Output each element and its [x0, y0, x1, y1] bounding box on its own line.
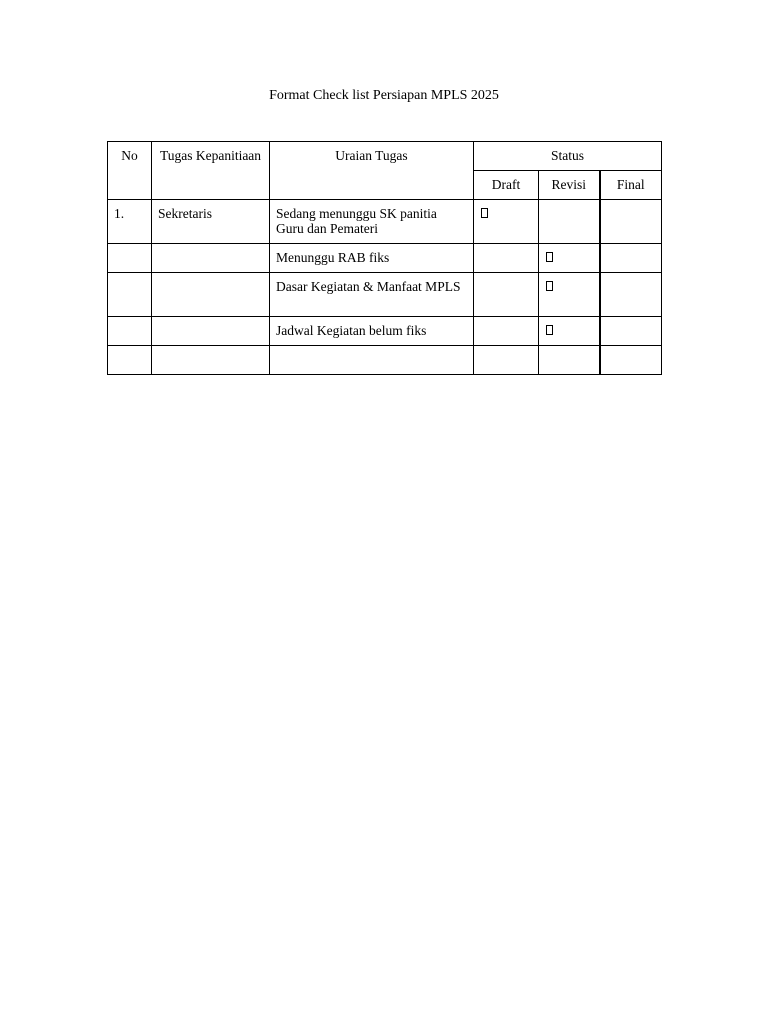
checkbox-glyph-icon: [546, 252, 553, 262]
cell-uraian: Menunggu RAB fiks: [270, 244, 474, 273]
cell-revisi: [539, 317, 600, 346]
cell-uraian: Sedang menunggu SK panitia Guru dan Pemateri: [270, 200, 474, 244]
cell-revisi: [539, 200, 600, 244]
cell-draft: [474, 273, 539, 317]
cell-uraian: Jadwal Kegiatan belum fiks: [270, 317, 474, 346]
header-row-primary: [108, 142, 662, 171]
cell-revisi: [539, 273, 600, 317]
header-status: Status: [474, 142, 662, 171]
cell-final: [600, 200, 662, 244]
cell-uraian: [270, 346, 474, 375]
checkbox-glyph-icon: [546, 281, 553, 291]
page-title: Format Check list Persiapan MPLS 2025: [269, 88, 499, 103]
table-row: [108, 273, 662, 317]
cell-draft: [474, 200, 539, 244]
cell-no: 1.: [108, 200, 152, 244]
header-draft: Draft: [474, 171, 539, 200]
table-row: [108, 317, 662, 346]
cell-draft: [474, 346, 539, 375]
cell-no: [108, 317, 152, 346]
cell-no: [108, 346, 152, 375]
header-no: No: [108, 142, 152, 200]
cell-tugas: Sekretaris: [152, 200, 270, 244]
cell-revisi: [539, 346, 600, 375]
checkbox-glyph-icon: [481, 208, 488, 218]
checklist-table: [107, 141, 662, 375]
cell-tugas: [152, 346, 270, 375]
cell-final: [600, 273, 662, 317]
table-row: [108, 346, 662, 375]
cell-final: [600, 317, 662, 346]
cell-tugas: [152, 317, 270, 346]
cell-draft: [474, 244, 539, 273]
header-uraian-tugas: Uraian Tugas: [270, 142, 474, 200]
cell-final: [600, 244, 662, 273]
table-row: [108, 200, 662, 244]
cell-no: [108, 244, 152, 273]
cell-draft: [474, 317, 539, 346]
cell-tugas: [152, 244, 270, 273]
cell-final: [600, 346, 662, 375]
table-row: [108, 244, 662, 273]
cell-no: [108, 273, 152, 317]
checkbox-glyph-icon: [546, 325, 553, 335]
cell-revisi: [539, 244, 600, 273]
header-revisi: Revisi: [539, 171, 600, 200]
header-final: Final: [600, 171, 662, 200]
header-tugas-kepanitiaan: Tugas Kepanitiaan: [152, 142, 270, 200]
cell-tugas: [152, 273, 270, 317]
cell-uraian: Dasar Kegiatan & Manfaat MPLS: [270, 273, 474, 317]
